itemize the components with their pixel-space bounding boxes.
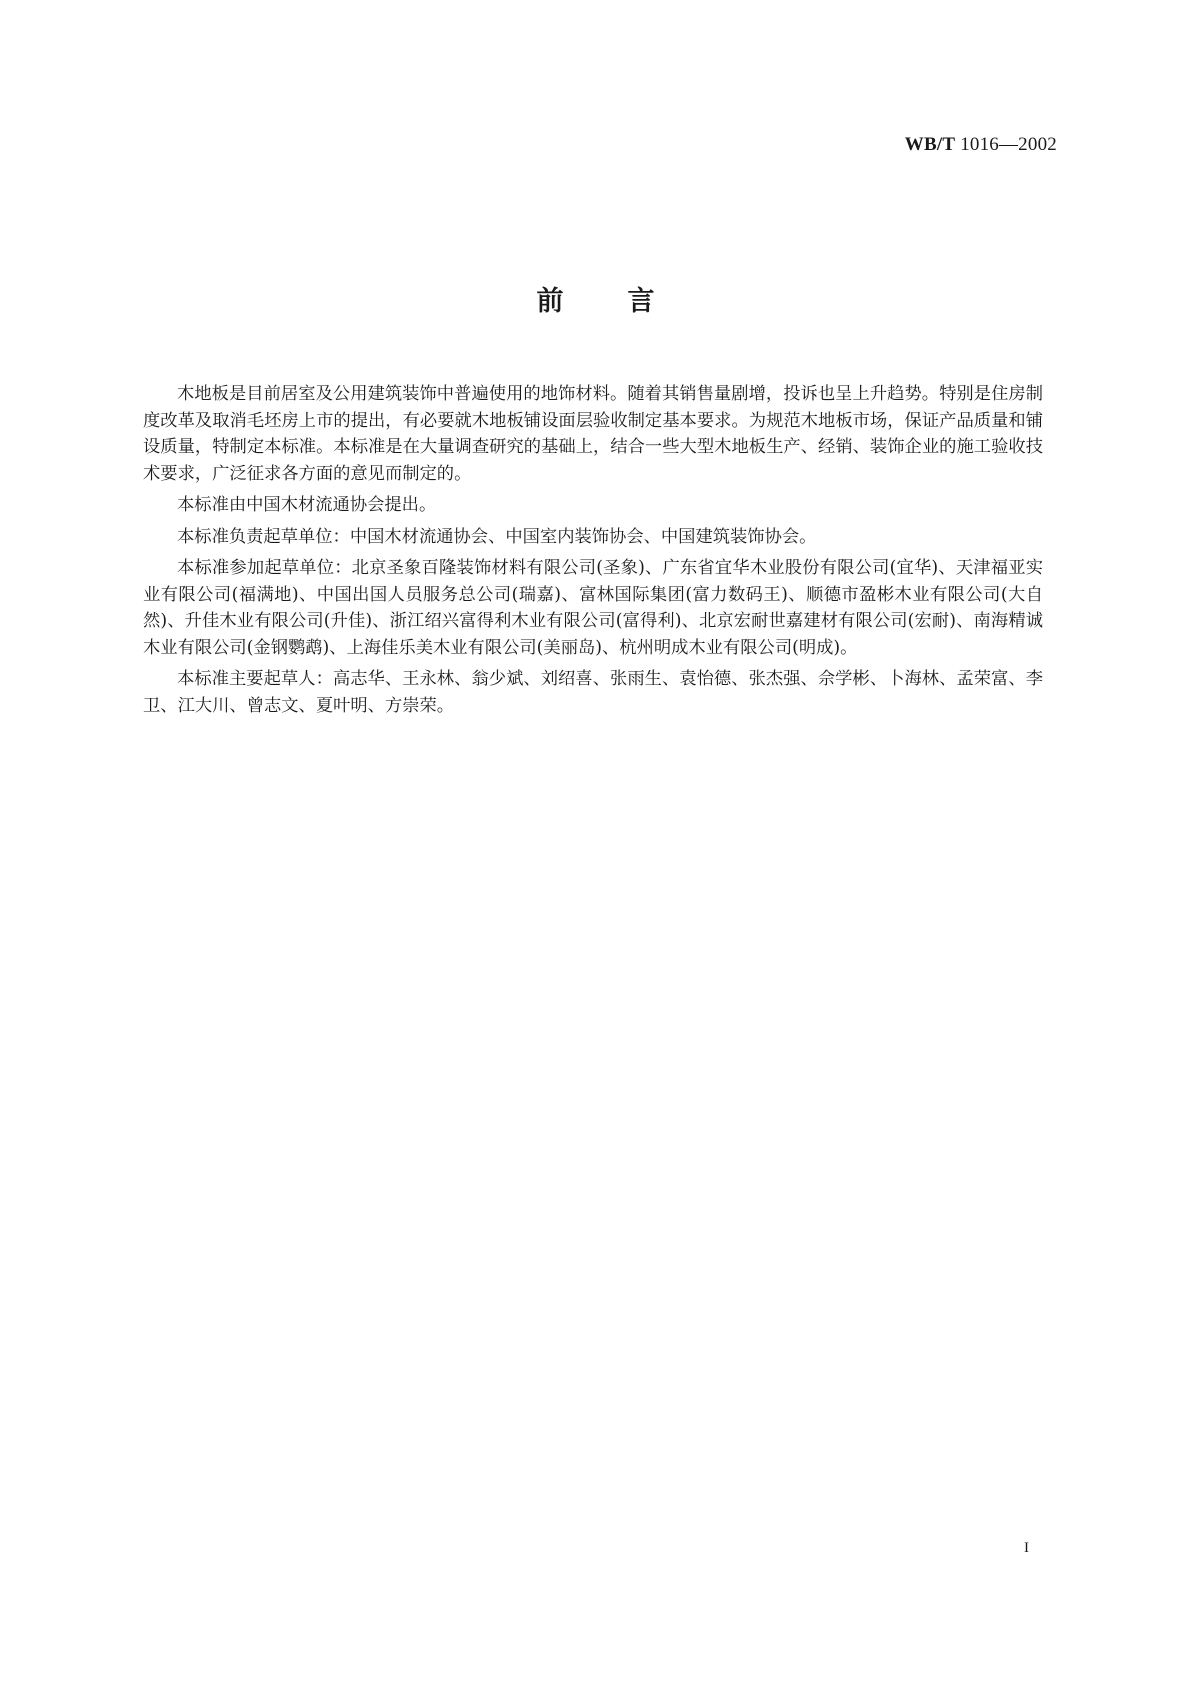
standard-code-prefix: WB/T xyxy=(904,134,956,155)
preface-paragraph-intro: 木地板是目前居室及公用建筑装饰中普遍使用的地饰材料。随着其销售量剧增，投诉也呈上升趋势。特别是住房制度改革及取消毛坯房上市的提出，有必要就木地板铺设面层验收制定基本要求。为规范木地板市场，保证产品质量和铺设质量，特制定本标准。本标准是在大量调查研究的基础上，结合一些大型木地板生产、经销、装饰企业的施工验收技术要求，广泛征求各方面的意见而制定的。 xyxy=(143,384,1043,484)
page-number: I xyxy=(1024,1540,1029,1556)
preface-paragraph-lead-drafters: 本标准负责起草单位：中国木材流通协会、中国室内装饰协会、中国建筑装饰协会。 xyxy=(177,526,817,547)
preface-body xyxy=(143,381,1043,724)
preface-paragraph-proposer: 本标准由中国木材流通协会提出。 xyxy=(177,495,437,515)
standard-code-number: 1016—2002 xyxy=(960,134,1057,155)
preface-paragraph-participating-drafters: 本标准参加起草单位：北京圣象百隆装饰材料有限公司(圣象)、广东省宜华木业股份有限公司(宜华)、天津福亚实业有限公司(福满地)、中国出国人员服务总公司(瑞嘉)、富林国际集团(富力数码王)、顺德市盈彬木业有限公司(大自然)、升佳木业有限公司(升佳)、浙江绍兴富得利木业有限公司(富得利)、北京宏耐世嘉建材有限公司(宏耐)、南海精诚木业有限公司(金钢鹦鹉)、上海佳乐美木业有限公司(美丽岛)、杭州明成木业有限公司(明成)。 xyxy=(143,558,1043,658)
standard-code xyxy=(905,134,1057,156)
preface-paragraph-main-drafters: 本标准主要起草人：高志华、王永林、翁少斌、刘绍喜、张雨生、袁怡德、张杰强、佘学彬、卜海林、孟荣富、李卫、江大川、曾志文、夏叶明、方崇荣。 xyxy=(143,669,1043,716)
page-title: 前言 xyxy=(536,286,719,317)
